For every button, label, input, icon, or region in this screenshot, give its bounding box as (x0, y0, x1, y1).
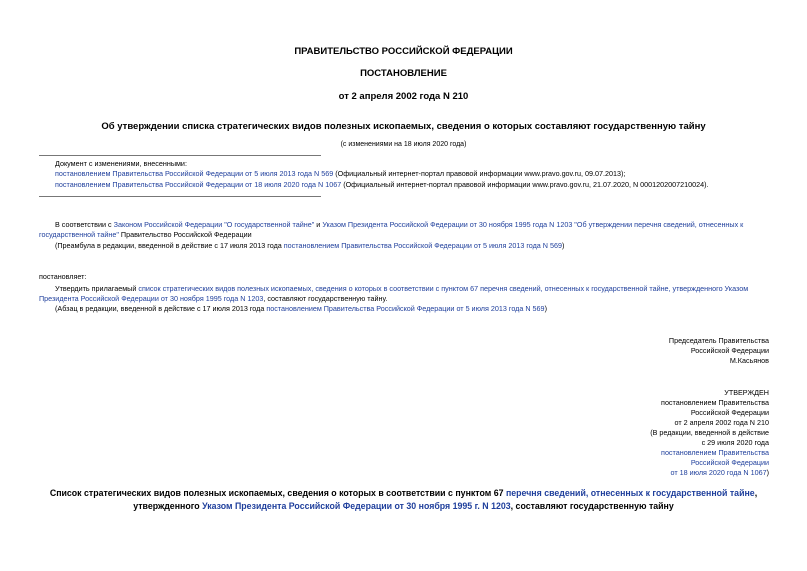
change-link-1[interactable]: постановлением Правительства Российской Федерации от 5 июля 2013 года N 569 (55, 169, 334, 178)
list-title-perechen-link[interactable]: перечня сведений, отнесенных к государственной тайне (505, 488, 755, 498)
strategic-minerals-list-link[interactable]: список стратегических видов полезных ископаемых, сведения о которых в соответствии с пунктом 67 перечня сведений, отнесенных к государственной тайне, утвержденного Указом (138, 284, 749, 293)
change-source-2: (Официальный интернет-портал правовой информации www.pravo.gov.ru, 21.07.2020, N 0001202007210024). (341, 180, 709, 189)
approval-block (650, 388, 769, 478)
signature-country: Российской Федерации (690, 346, 769, 355)
signature-name: М.Касьянов (729, 356, 769, 365)
government-name: ПРАВИТЕЛЬСТВО РОССИЙСКОЙ ФЕДЕРАЦИИ (294, 46, 513, 57)
preamble-text-1: В соответствии с (55, 220, 114, 229)
resolution-line-2 (39, 294, 387, 304)
list-title-line-1 (0, 487, 807, 500)
change-item-1 (55, 169, 625, 179)
strategic-minerals-list-link-cont[interactable]: Президента Российской Федерации от 30 ноября 1995 года N 1203 (39, 294, 264, 303)
preamble-text-2: и (314, 220, 323, 229)
resolution-note-end: ) (544, 304, 547, 313)
change-item-2 (55, 180, 709, 190)
list-title-decree-link[interactable]: Указом Президента Российской Федерации от 30 ноября 1995 г. N 1203 (202, 501, 511, 511)
list-title-line-2 (0, 500, 807, 513)
resolution-text-2: , составляют государственную тайну. (263, 294, 388, 303)
list-title-text-4: , составляют государственную тайну (510, 501, 674, 511)
list-title (0, 487, 807, 513)
preamble-note-end: ) (562, 241, 565, 250)
list-title-text-2: , (754, 488, 758, 498)
doc-type: ПОСТАНОВЛЕНИЕ (360, 68, 447, 79)
approval-end: ) (766, 468, 769, 477)
changes-intro: Документ с изменениями, внесенными: (55, 159, 187, 168)
resolution-note-link[interactable]: постановлением Правительства Российской Федерации от 5 июля 2013 года N 569 (266, 304, 545, 313)
approval-link-2[interactable]: Российской Федерации (690, 458, 769, 467)
revision-note: (с изменениями на 18 июля 2020 года) (340, 141, 467, 148)
signature-position: Председатель Правительства (668, 336, 769, 345)
approval-link-1[interactable]: постановлением Правительства (661, 448, 769, 457)
decides-label: постановляет: (39, 272, 87, 281)
doc-date-number: от 2 апреля 2002 года N 210 (338, 91, 469, 102)
signature-block (669, 336, 769, 366)
approval-line-3: от 2 апреля 2002 года N 210 (674, 418, 769, 427)
preamble-line-2 (39, 230, 252, 240)
doc-title: Об утверждении списка стратегических видов полезных ископаемых, сведения о которых составляют государственную тайну (101, 121, 706, 132)
approval-link-3[interactable]: от 18 июля 2020 года N 1067 (670, 468, 767, 477)
resolution-line-1 (55, 284, 748, 294)
approval-line-5: с 29 июля 2020 года (701, 438, 769, 447)
approval-line-2: Российской Федерации (690, 408, 769, 417)
preamble-line-1 (55, 220, 743, 230)
preamble-note (55, 241, 564, 251)
approval-line-1: постановлением Правительства (661, 398, 769, 407)
preamble-note-text: (Преамбула в редакции, введенной в действие с 17 июля 2013 года (55, 241, 284, 250)
law-on-state-secret-link[interactable]: Законом Российской Федерации "О государственной тайне" (113, 220, 315, 229)
resolution-note (55, 304, 547, 314)
resolution-text-1: Утвердить прилагаемый (55, 284, 139, 293)
change-link-2[interactable]: постановлением Правительства Российской Федерации от 18 июля 2020 года N 1067 (55, 180, 342, 189)
change-source-1: (Официальный интернет-портал правовой информации www.pravo.gov.ru, 09.07.2013); (333, 169, 626, 178)
preamble-text-3: Правительство Российской Федерации (118, 230, 252, 239)
preamble-note-link[interactable]: постановлением Правительства Российской Федерации от 5 июля 2013 года N 569 (283, 241, 562, 250)
resolution-note-text: (Абзац в редакции, введенной в действие с 17 июля 2013 года (55, 304, 267, 313)
presidential-decree-link-cont[interactable]: государственной тайне" (39, 230, 119, 239)
approval-title: УТВЕРЖДЕН (724, 388, 769, 397)
divider-top (39, 155, 321, 156)
list-title-text-1: Список стратегических видов полезных ископаемых, сведения о которых в соответствии с пунктом 67 (49, 488, 506, 498)
approval-line-4: (В редакции, введенной в действие (650, 428, 769, 437)
list-title-text-3: утвержденного (133, 501, 203, 511)
divider-bottom (39, 196, 321, 197)
presidential-decree-link[interactable]: Указом Президента Российской Федерации от 30 ноября 1995 года N 1203 "Об утверждении перечня сведений, отнесенных к (322, 220, 744, 229)
